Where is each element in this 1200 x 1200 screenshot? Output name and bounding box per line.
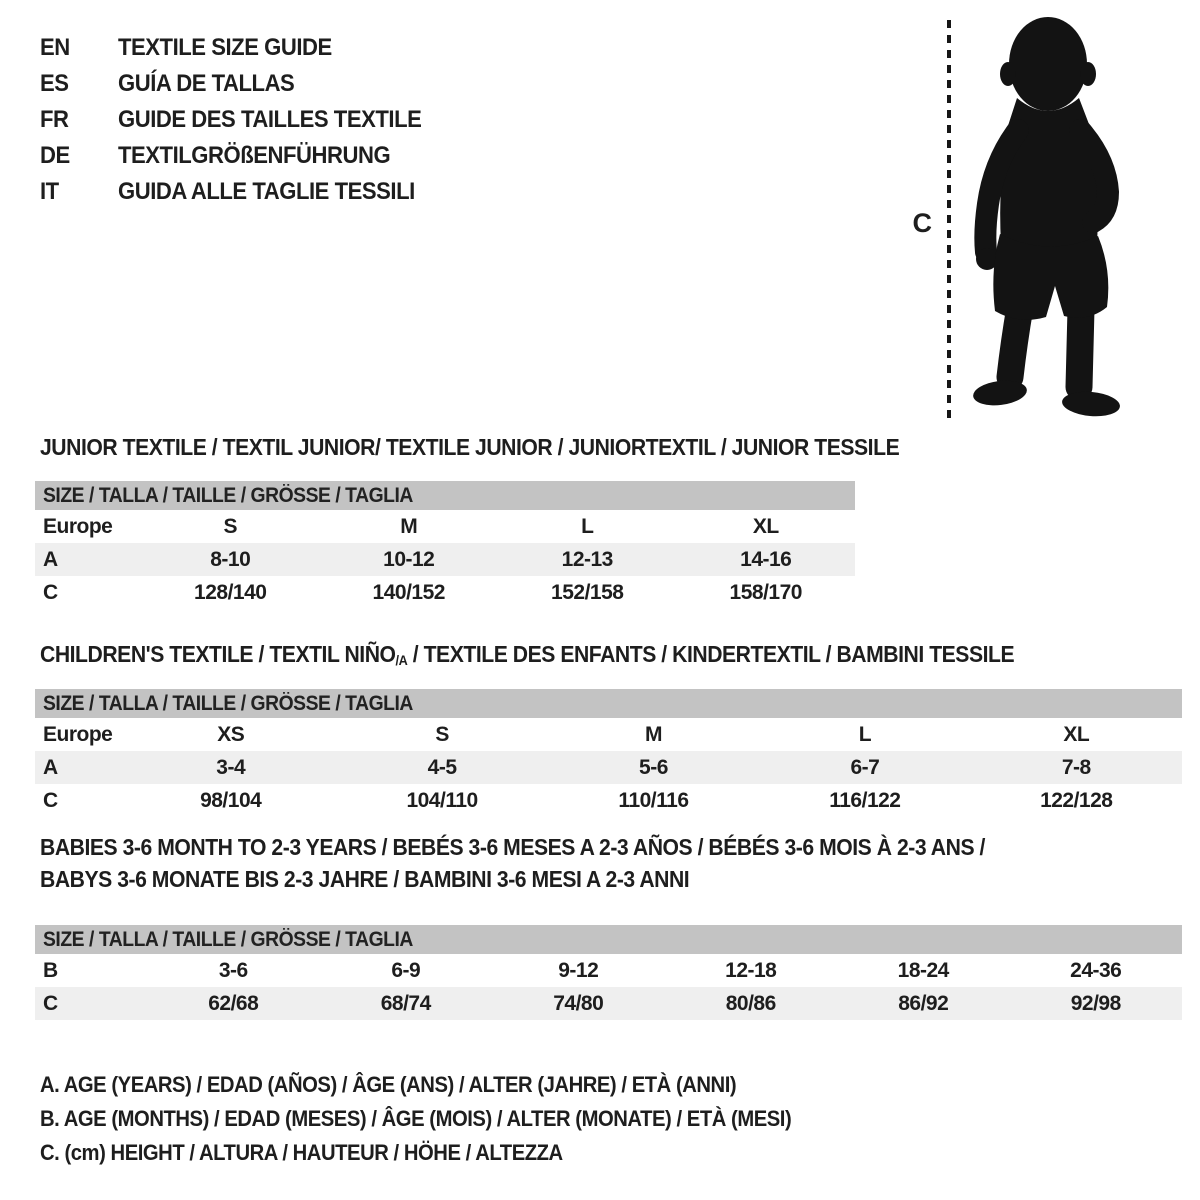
table-cell: L <box>858 722 872 746</box>
language-row-en <box>40 30 448 66</box>
babies-size-table <box>35 925 1182 1020</box>
babies-section-title-line1 <box>40 833 1067 861</box>
babies-section-title-line2-text: BABYS 3-6 MONATE BIS 2-3 JAHRE / BAMBINI 3-6 MESI A 2-3 ANNI <box>40 866 690 892</box>
table-cell: 7-8 <box>1061 755 1091 779</box>
language-row-de <box>40 138 448 174</box>
row-label: C <box>43 991 58 1015</box>
junior-section-title-text: JUNIOR TEXTILE / TEXTIL JUNIOR/ TEXTILE JUNIOR / JUNIORTEXTIL / JUNIOR TESSILE <box>40 434 900 460</box>
junior-size-table <box>35 481 855 609</box>
babies-table <box>35 954 1182 1020</box>
height-measure-label: C <box>912 208 932 238</box>
table-cell: 92/98 <box>1070 991 1121 1015</box>
size-header-label: SIZE / TALLA / TAILLE / GRÖSSE / TAGLIA <box>43 928 413 951</box>
table-cell: 18-24 <box>897 958 949 982</box>
language-row-es <box>40 66 448 102</box>
table-cell: 24-36 <box>1070 958 1122 982</box>
nino-a-subscript: /A <box>395 653 408 669</box>
table-cell: 74/80 <box>553 991 604 1015</box>
table-cell: 116/122 <box>829 788 901 812</box>
legend-height-cm <box>40 1136 857 1170</box>
table-cell: 5-6 <box>639 755 668 779</box>
table-cell: 128/140 <box>194 580 267 604</box>
table-cell: 86/92 <box>898 991 949 1015</box>
size-header-bar <box>35 925 1182 954</box>
table-cell: 6-9 <box>391 958 421 982</box>
children-table <box>35 718 1182 817</box>
legend-age-months <box>40 1102 857 1136</box>
children-size-table <box>35 689 1182 817</box>
language-title: TEXTILE SIZE GUIDE <box>118 34 332 61</box>
language-title: GUÍA DE TALLAS <box>118 70 295 97</box>
table-cell: 14-16 <box>740 547 792 571</box>
size-header-label: SIZE / TALLA / TAILLE / GRÖSSE / TAGLIA <box>43 692 413 715</box>
table-row-age-years <box>35 751 1182 784</box>
language-row-fr <box>40 102 448 138</box>
children-section-title <box>40 640 1099 675</box>
table-cell: XS <box>217 722 245 746</box>
language-row-it <box>40 174 448 210</box>
size-header-bar <box>35 689 1182 718</box>
table-cell: 98/104 <box>200 788 262 812</box>
row-label: A <box>43 547 58 571</box>
row-label: Europe <box>43 722 113 746</box>
legend-height-cm-text: C. (cm) HEIGHT / ALTURA / HAUTEUR / HÖHE / ALTEZZA <box>40 1140 563 1165</box>
size-header-bar <box>35 481 855 510</box>
table-cell: XL <box>1063 722 1090 746</box>
table-cell: M <box>400 514 418 538</box>
table-cell: 140/152 <box>372 580 445 604</box>
table-cell: 6-7 <box>850 755 880 779</box>
table-cell: 80/86 <box>725 991 776 1015</box>
table-cell: S <box>435 722 449 746</box>
table-cell: 68/74 <box>380 991 431 1015</box>
table-cell: 3-6 <box>218 958 248 982</box>
babies-section-title-line2 <box>40 865 746 893</box>
table-cell: 158/170 <box>729 580 802 604</box>
table-row-europe <box>35 718 1182 751</box>
table-row-height-cm <box>35 576 855 609</box>
language-code: FR <box>40 106 69 133</box>
row-label: B <box>43 958 58 982</box>
table-row-height-cm <box>35 784 1182 817</box>
babies-section-title-line1-text: BABIES 3-6 MONTH TO 2-3 YEARS / BEBÉS 3-6 MESES A 2-3 AÑOS / BÉBÉS 3-6 MOIS À 2-3 ANS / <box>40 834 985 860</box>
language-code: EN <box>40 34 70 61</box>
table-row-age-years <box>35 543 855 576</box>
table-cell: 122/128 <box>1040 788 1113 812</box>
table-cell: 12-18 <box>725 958 777 982</box>
language-code: ES <box>40 70 69 97</box>
legend-age-months-text: B. AGE (MONTHS) / EDAD (MESES) / ÂGE (MOIS) / ALTER (MONATE) / ETÀ (MESI) <box>40 1106 792 1131</box>
language-header <box>40 30 448 210</box>
row-label: A <box>43 755 58 779</box>
table-cell: S <box>223 514 237 538</box>
language-title: GUIDE DES TAILLES TEXTILE <box>118 106 422 133</box>
toddler-silhouette-icon <box>960 12 1140 427</box>
junior-section-title <box>40 433 974 461</box>
table-cell: 4-5 <box>427 755 457 779</box>
language-code: DE <box>40 142 70 169</box>
legend-age-years-text: A. AGE (YEARS) / EDAD (AÑOS) / ÂGE (ANS) / ALTER (JAHRE) / ETÀ (ANNI) <box>40 1072 737 1097</box>
table-cell: 10-12 <box>383 547 435 571</box>
row-label: C <box>43 788 58 812</box>
junior-table <box>35 510 855 609</box>
height-measure-dashed-line <box>947 20 951 418</box>
language-title: TEXTILGRÖßENFÜHRUNG <box>118 142 391 169</box>
table-cell: 12-13 <box>561 547 613 571</box>
table-cell: 9-12 <box>558 958 599 982</box>
row-label: Europe <box>43 514 113 538</box>
table-cell: L <box>581 514 594 538</box>
table-cell: 110/116 <box>618 788 689 812</box>
table-cell: XL <box>752 514 779 538</box>
language-code: IT <box>40 178 59 205</box>
language-title: GUIDA ALLE TAGLIE TESSILI <box>118 178 415 205</box>
size-header-label: SIZE / TALLA / TAILLE / GRÖSSE / TAGLIA <box>43 484 413 507</box>
legend-age-years <box>40 1068 857 1102</box>
children-section-title-text: CHILDREN'S TEXTILE / TEXTIL $NIÑO_{/A}$ / TEXTILE DES ENFANTS / KINDERTEXTIL / BAMBINI TESSILE <box>40 641 1015 669</box>
table-row-age-months <box>35 954 1182 987</box>
table-row-height-cm <box>35 987 1182 1020</box>
row-label: C <box>43 580 58 604</box>
table-cell: M <box>644 722 662 746</box>
legend <box>40 1068 857 1170</box>
table-cell: 104/110 <box>406 788 478 812</box>
table-row-europe <box>35 510 855 543</box>
table-cell: 152/158 <box>551 580 624 604</box>
table-cell: 8-10 <box>210 547 251 571</box>
table-cell: 3-4 <box>216 755 246 779</box>
table-cell: 62/68 <box>208 991 259 1015</box>
